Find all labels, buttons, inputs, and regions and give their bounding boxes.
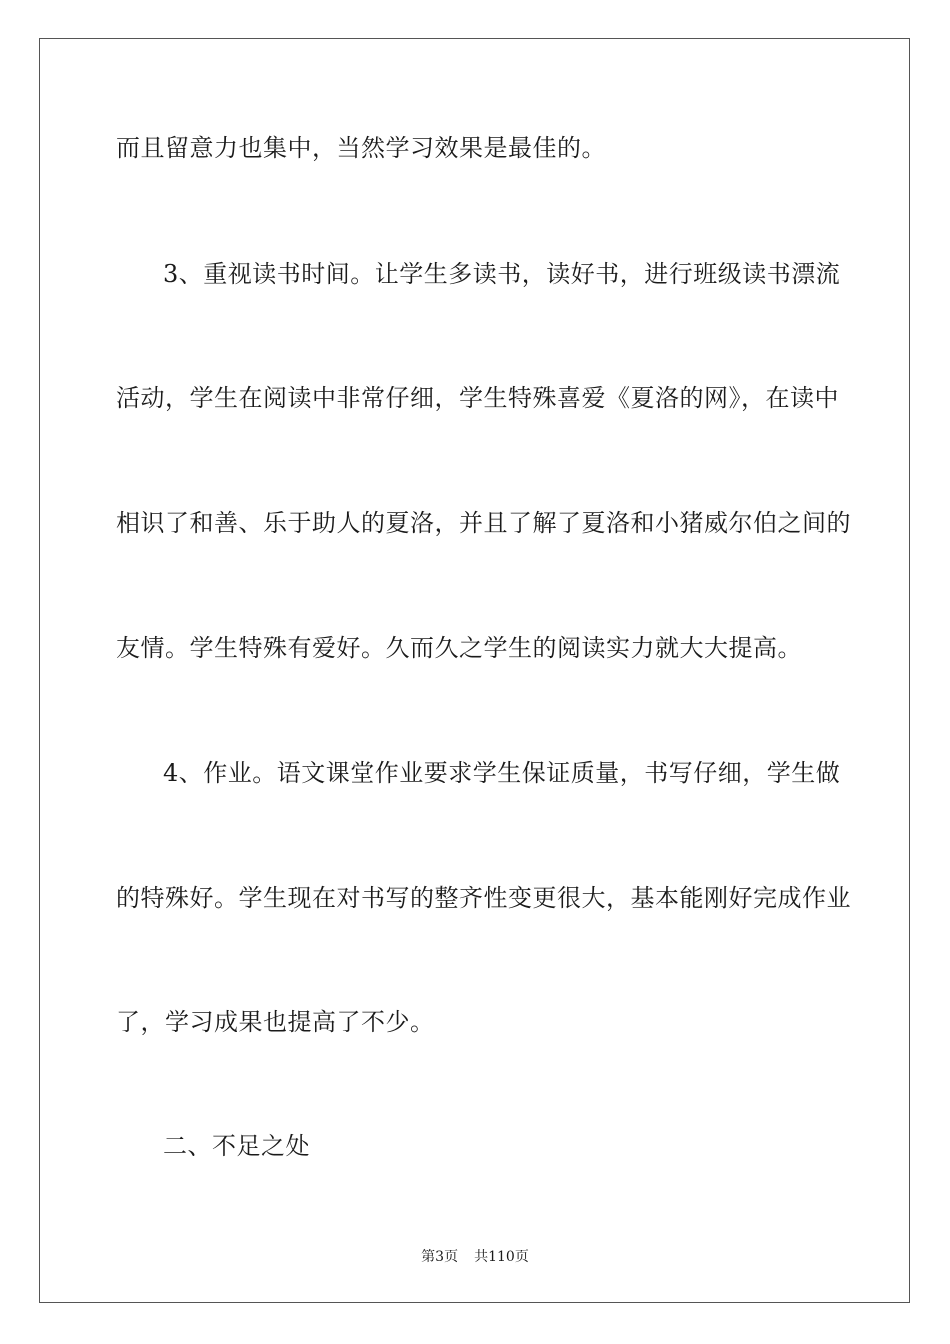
paragraph-line: 友情。学生特殊有爱好。久而久之学生的阅读实力就大大提高。	[116, 634, 802, 662]
paragraph-line: 活动，学生在阅读中非常仔细，学生特殊喜爱《夏洛的网》，在读中	[116, 384, 839, 412]
paragraph-line: 4、作业。语文课堂作业要求学生保证质量，书写仔细，学生做	[163, 759, 841, 787]
page-footer	[0, 1248, 950, 1266]
section-heading: 二、不足之处	[163, 1132, 310, 1160]
paragraph-line: 相识了和善、乐于助人的夏洛，并且了解了夏洛和小猪威尔伯之间的	[116, 509, 851, 537]
page-total: 共110页	[474, 1249, 529, 1265]
page-number: 第3页	[421, 1249, 459, 1265]
paragraph-line: 的特殊好。学生现在对书写的整齐性变更很大，基本能刚好完成作业	[116, 884, 851, 912]
paragraph-line: 了，学习成果也提高了不少。	[116, 1008, 435, 1036]
paragraph-line: 3、重视读书时间。让学生多读书，读好书，进行班级读书漂流	[163, 260, 841, 288]
page-frame	[39, 38, 910, 1303]
paragraph-line: 而且留意力也集中，当然学习效果是最佳的。	[116, 134, 606, 162]
